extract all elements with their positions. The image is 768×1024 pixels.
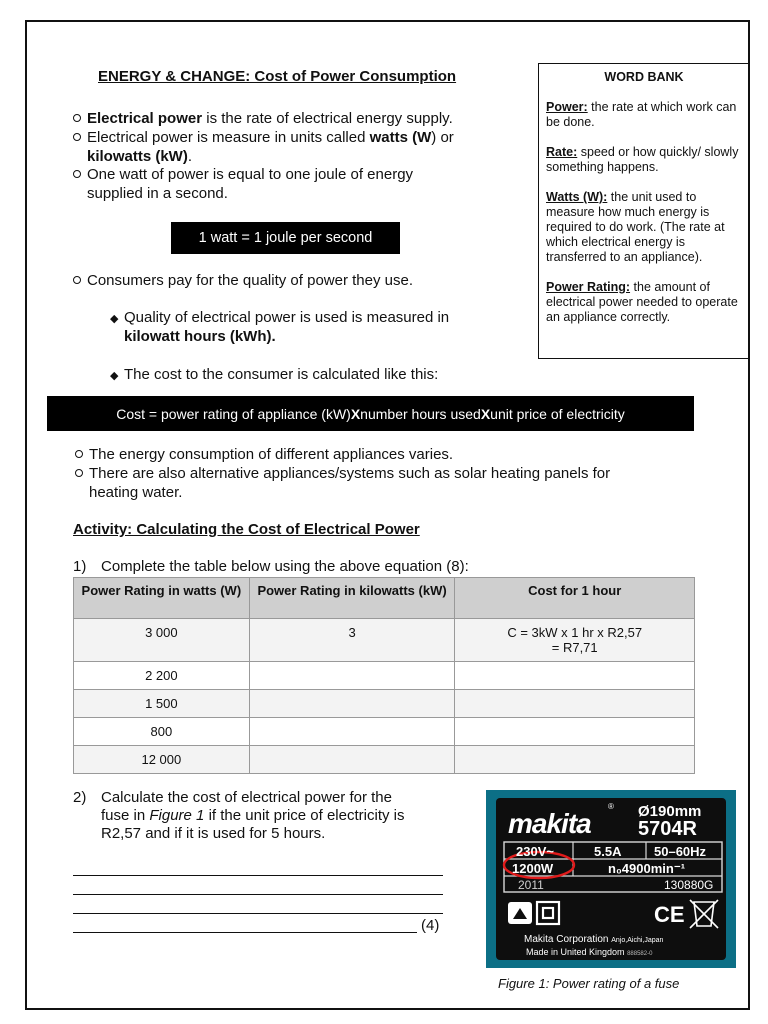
serial-number: 130880G <box>664 878 714 892</box>
figure-caption: Figure 1: Power rating of a fuse <box>498 976 680 991</box>
table-row <box>74 690 695 718</box>
table-row <box>74 619 695 662</box>
circle-bullet-icon <box>73 114 81 122</box>
intro-bullet-3: One watt of power is equal to one joule of energy <box>87 165 527 184</box>
speed-rating: n₀4900min⁻¹ <box>608 861 686 876</box>
intro-bullet-3-cont: supplied in a second. <box>87 185 228 202</box>
question-2-marks: (4) <box>421 917 440 934</box>
circle-bullet-icon <box>75 469 83 477</box>
made-in: Made in United Kingdom 888582-0 <box>526 947 653 957</box>
current-rating: 5.5A <box>594 844 622 859</box>
alternative-bullet-cont: heating water. <box>89 484 183 501</box>
header-watts: Power Rating in watts (W) <box>74 578 250 619</box>
circle-bullet-icon <box>75 450 83 458</box>
answer-lines <box>73 857 443 933</box>
intro-bullet-1: Electrical power is the rate of electrical energy supply. <box>87 109 527 128</box>
question-1-text: Complete the table below using the above equation (8): <box>101 558 469 575</box>
blade-diameter: Ø190mm <box>638 803 702 820</box>
diamond-bullet-icon: ◆ <box>110 313 119 325</box>
watt-definition-text: 1 watt = 1 joule per second <box>198 230 373 246</box>
cell-kilowatts-empty[interactable] <box>249 718 455 746</box>
answer-line[interactable] <box>73 857 443 876</box>
table-row <box>74 746 695 774</box>
alternative-bullet: There are also alternative appliances/systems such as solar heating panels for <box>89 464 709 483</box>
word-bank-entry-rate: Rate: speed or how quickly/ slowly something happens. <box>546 145 739 174</box>
word-bank-entry-watts: Watts (W): the unit used to measure how much energy is required to do work. (The rate at which electrical energy is transferred to an appliance). <box>546 190 725 264</box>
table-row <box>74 662 695 690</box>
worksheet-title: ENERGY & CHANGE: Cost of Power Consumption <box>98 68 457 85</box>
question-2-line-1: Calculate the cost of electrical power for the <box>101 789 392 806</box>
diamond-bullet-icon: ◆ <box>110 370 119 382</box>
voltage-rating: 230V~ <box>516 844 554 859</box>
question-1-number: 1) <box>73 558 87 575</box>
cell-cost: C = 3kW x 1 hr x R2,57 = R7,71 <box>455 619 695 662</box>
circle-bullet-icon <box>73 170 81 178</box>
rating-plate-photo <box>486 790 736 968</box>
table-row <box>74 718 695 746</box>
header-kilowatts: Power Rating in kilowatts (kW) <box>249 578 455 619</box>
cell-watts: 12 000 <box>74 746 250 774</box>
quality-bullet-cont: kilowatt hours (kWh). <box>124 328 276 345</box>
consumption-bullet: The energy consumption of different appliances varies. <box>89 445 709 464</box>
question-2-number: 2) <box>73 789 87 806</box>
consumers-bullet: Consumers pay for the quality of power they use. <box>87 271 413 290</box>
power-rating: 1200W <box>512 861 554 876</box>
table-header-row <box>74 578 695 619</box>
answer-line[interactable] <box>73 895 443 914</box>
cell-cost-empty[interactable] <box>455 662 695 690</box>
word-bank-entry-power-rating: Power Rating: the amount of electrical power needed to operate an appliance correctly. <box>546 280 738 324</box>
cell-kilowatts: 3 <box>249 619 455 662</box>
cell-cost-empty[interactable] <box>455 746 695 774</box>
circle-bullet-icon <box>73 276 81 284</box>
cell-watts: 800 <box>74 718 250 746</box>
power-cost-table <box>73 577 695 774</box>
cell-cost-empty[interactable] <box>455 718 695 746</box>
cell-kilowatts-empty[interactable] <box>249 690 455 718</box>
rating-plate <box>496 798 726 960</box>
word-bank <box>538 63 750 359</box>
brand-logo: makita <box>508 808 591 839</box>
cell-watts: 1 500 <box>74 690 250 718</box>
question-2-line-3: R2,57 and if it is used for 5 hours. <box>101 825 326 842</box>
circle-bullet-icon <box>73 133 81 141</box>
watt-definition-box <box>171 222 400 254</box>
cell-watts: 2 200 <box>74 662 250 690</box>
word-bank-entry-power: Power: the rate at which work can be done. <box>546 100 737 129</box>
model-number: 5704R <box>638 818 697 840</box>
cost-equation-box: Cost = power rating of appliance (kW) X number hours used X unit price of electricity <box>47 396 694 431</box>
header-cost: Cost for 1 hour <box>455 578 695 619</box>
answer-line[interactable] <box>73 914 417 933</box>
double-insulation-icon <box>537 902 559 924</box>
intro-bullet-2-cont: kilowatts (kW). <box>87 148 193 165</box>
question-2-line-2: fuse in Figure 1 if the unit price of electricity is <box>101 807 405 824</box>
cell-cost-empty[interactable] <box>455 690 695 718</box>
cell-watts: 3 000 <box>74 619 250 662</box>
cell-kilowatts-empty[interactable] <box>249 746 455 774</box>
cost-intro-bullet: ◆ The cost to the consumer is calculated like this: <box>124 365 438 384</box>
weee-bin-icon <box>690 900 718 928</box>
manufacturer: Makita Corporation Anjo,Aichi,Japan <box>524 934 664 945</box>
word-bank-title: WORD BANK <box>604 70 684 84</box>
manual-book-icon <box>508 902 532 924</box>
frequency-rating: 50–60Hz <box>654 844 707 859</box>
cell-kilowatts-empty[interactable] <box>249 662 455 690</box>
year: 2011 <box>518 878 544 892</box>
intro-bullet-2: Electrical power is measure in units called watts (W) or <box>87 128 527 147</box>
registered-mark: ® <box>608 802 614 811</box>
answer-line[interactable] <box>73 876 443 895</box>
activity-title: Activity: Calculating the Cost of Electrical Power <box>73 521 420 538</box>
ce-mark: CE <box>654 902 685 927</box>
quality-bullet: ◆ Quality of electrical power is used is measured in <box>124 308 449 327</box>
